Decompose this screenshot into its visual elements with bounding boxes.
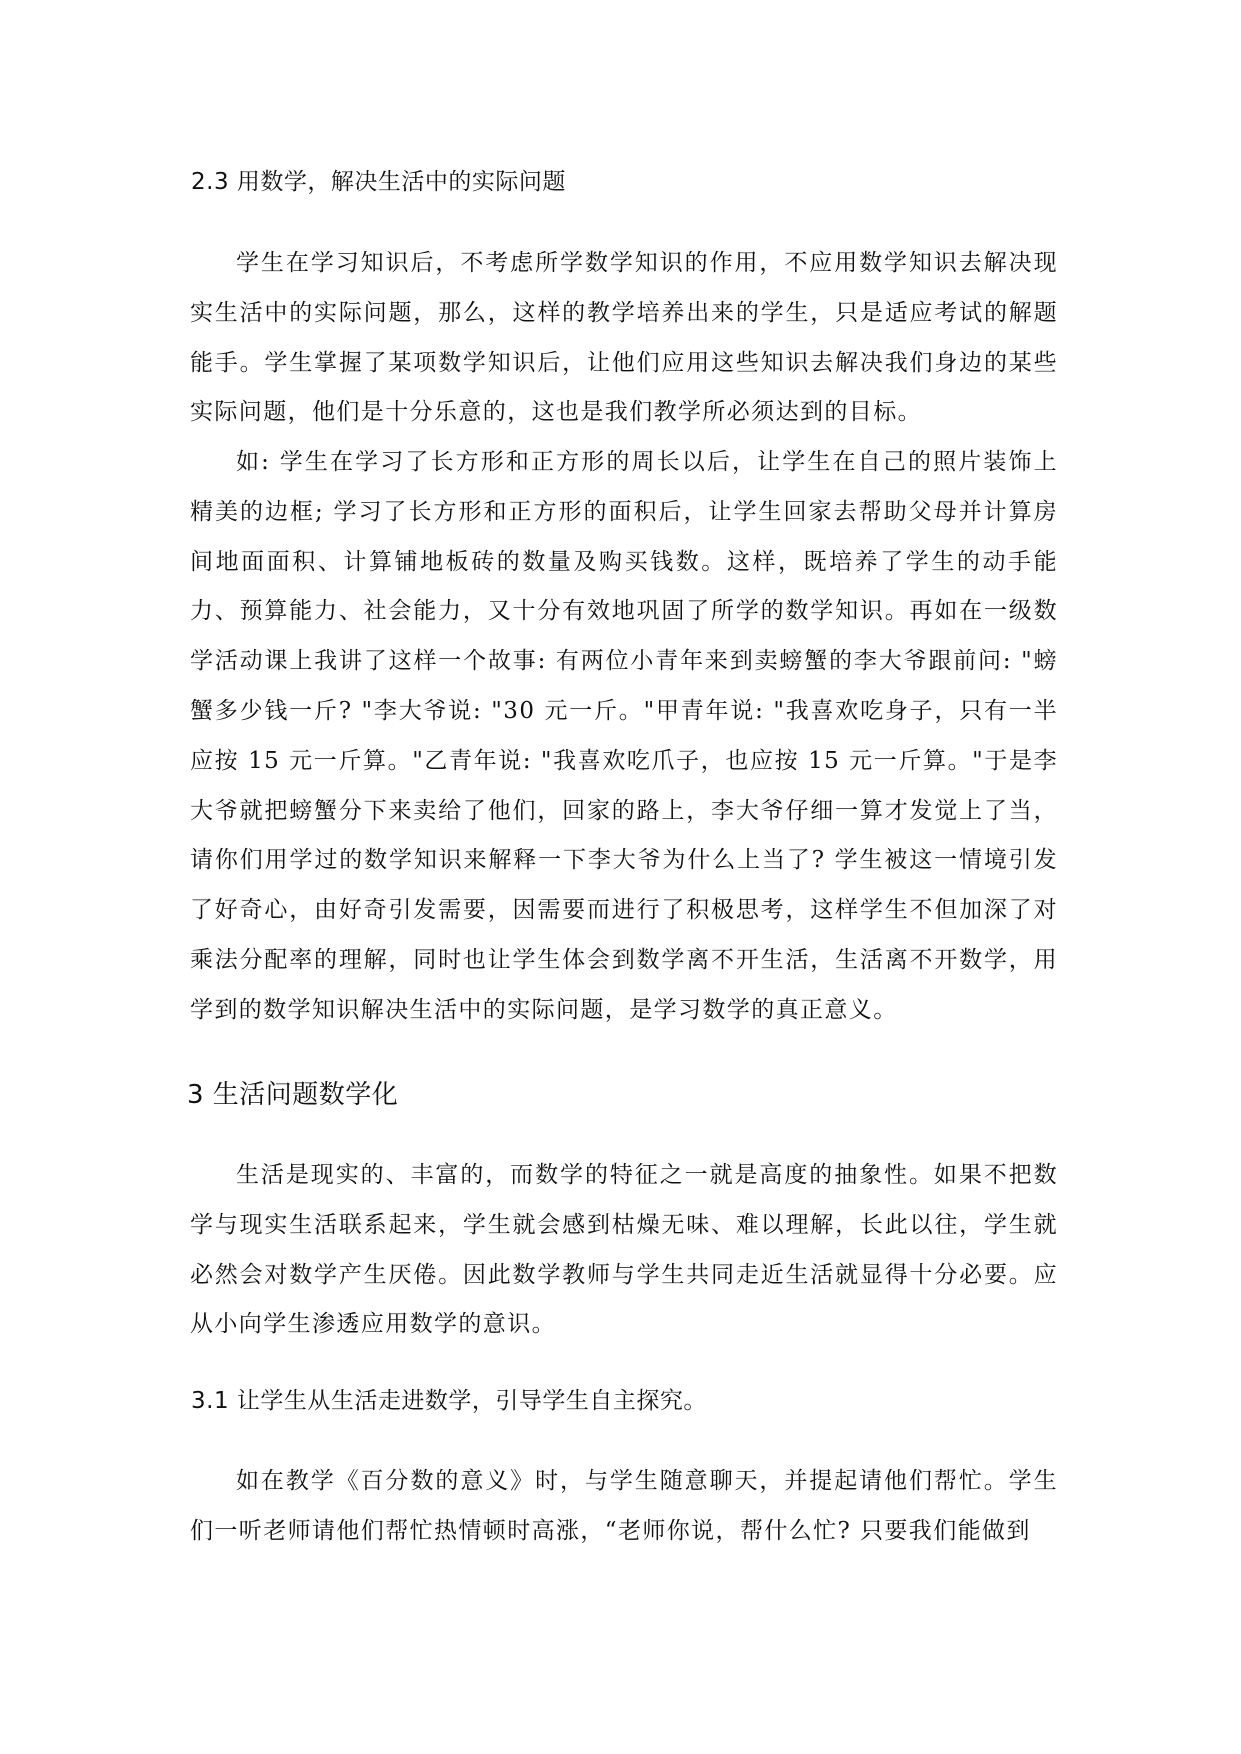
section-3-1-paragraph: 如在教学《百分数的意义》时，与学生随意聊天，并提起请他们帮忙。学生们一听老师请他们帮忙热情顿时高涨，“老师你说，帮什么忙? 只要我们能做到	[190, 1468, 1058, 1544]
section-3-heading: 3 生活问题数学化	[187, 1080, 399, 1110]
section-3-1-heading: 3.1 让学生从生活走进数学，引导学生自主探究。	[191, 1388, 707, 1414]
section-3-paragraph: 生活是现实的、丰富的，而数学的特征之一就是高度的抽象性。如果不把数学与现实生活联系起来，学生就会感到枯燥无味、难以理解，长此以往，学生就必然会对数学产生厌倦。因此数学教师与学生共同走近生活就显得十分必要。应从小向学生渗透应用数学的意识。	[190, 1162, 1058, 1338]
section-2-3-heading: 2.3 用数学，解决生活中的实际问题	[191, 169, 566, 195]
section-2-3-paragraph-1: 学生在学习知识后，不考虑所学数学知识的作用，不应用数学知识去解决现实生活中的实际问题，那么，这样的教学培养出来的学生，只是适应考试的解题能手。学生掌握了某项数学知识后，让他们应用这些知识去解决我们身边的某些实际问题，他们是十分乐意的，这也是我们教学所必须达到的目标。	[190, 250, 1058, 426]
section-2-3-paragraph-2: 如: 学生在学习了长方形和正方形的周长以后，让学生在自己的照片装饰上精美的边框; 学习了长方形和正方形的面积后，让学生回家去帮助父母并计算房间地面面积、计算铺地板砖的数量及购买钱数。这样，既培养了学生的动手能力、预算能力、社会能力，又十分有效地巩固了所学的数学知识。再如在一级数学活动课上我讲了这样一个故事: 有两位小青年来到卖螃蟹的李大爷跟前问: "螃蟹多少钱一斤? "李大爷说: "30 元一斤。"甲青年说: "我喜欢吃身子，只有一半应按 15 元一斤算。"乙青年说: "我喜欢吃爪子，也应按 15 元一斤算。"于是李大爷就把螃蟹分下来卖给了他们，回家的路上，李大爷仔细一算才发觉上了当，请你们用学过的数学知识来解释一下李大爷为什么上当了? 学生被这一情境引发了好奇心，由好奇引发需要，因需要而进行了积极思考，这样学生不但加深了对乘法分配率的理解，同时也让学生体会到数学离不开生活，生活离不开数学，用学到的数学知识解决生活中的实际问题，是学习数学的真正意义。	[190, 449, 1058, 1023]
